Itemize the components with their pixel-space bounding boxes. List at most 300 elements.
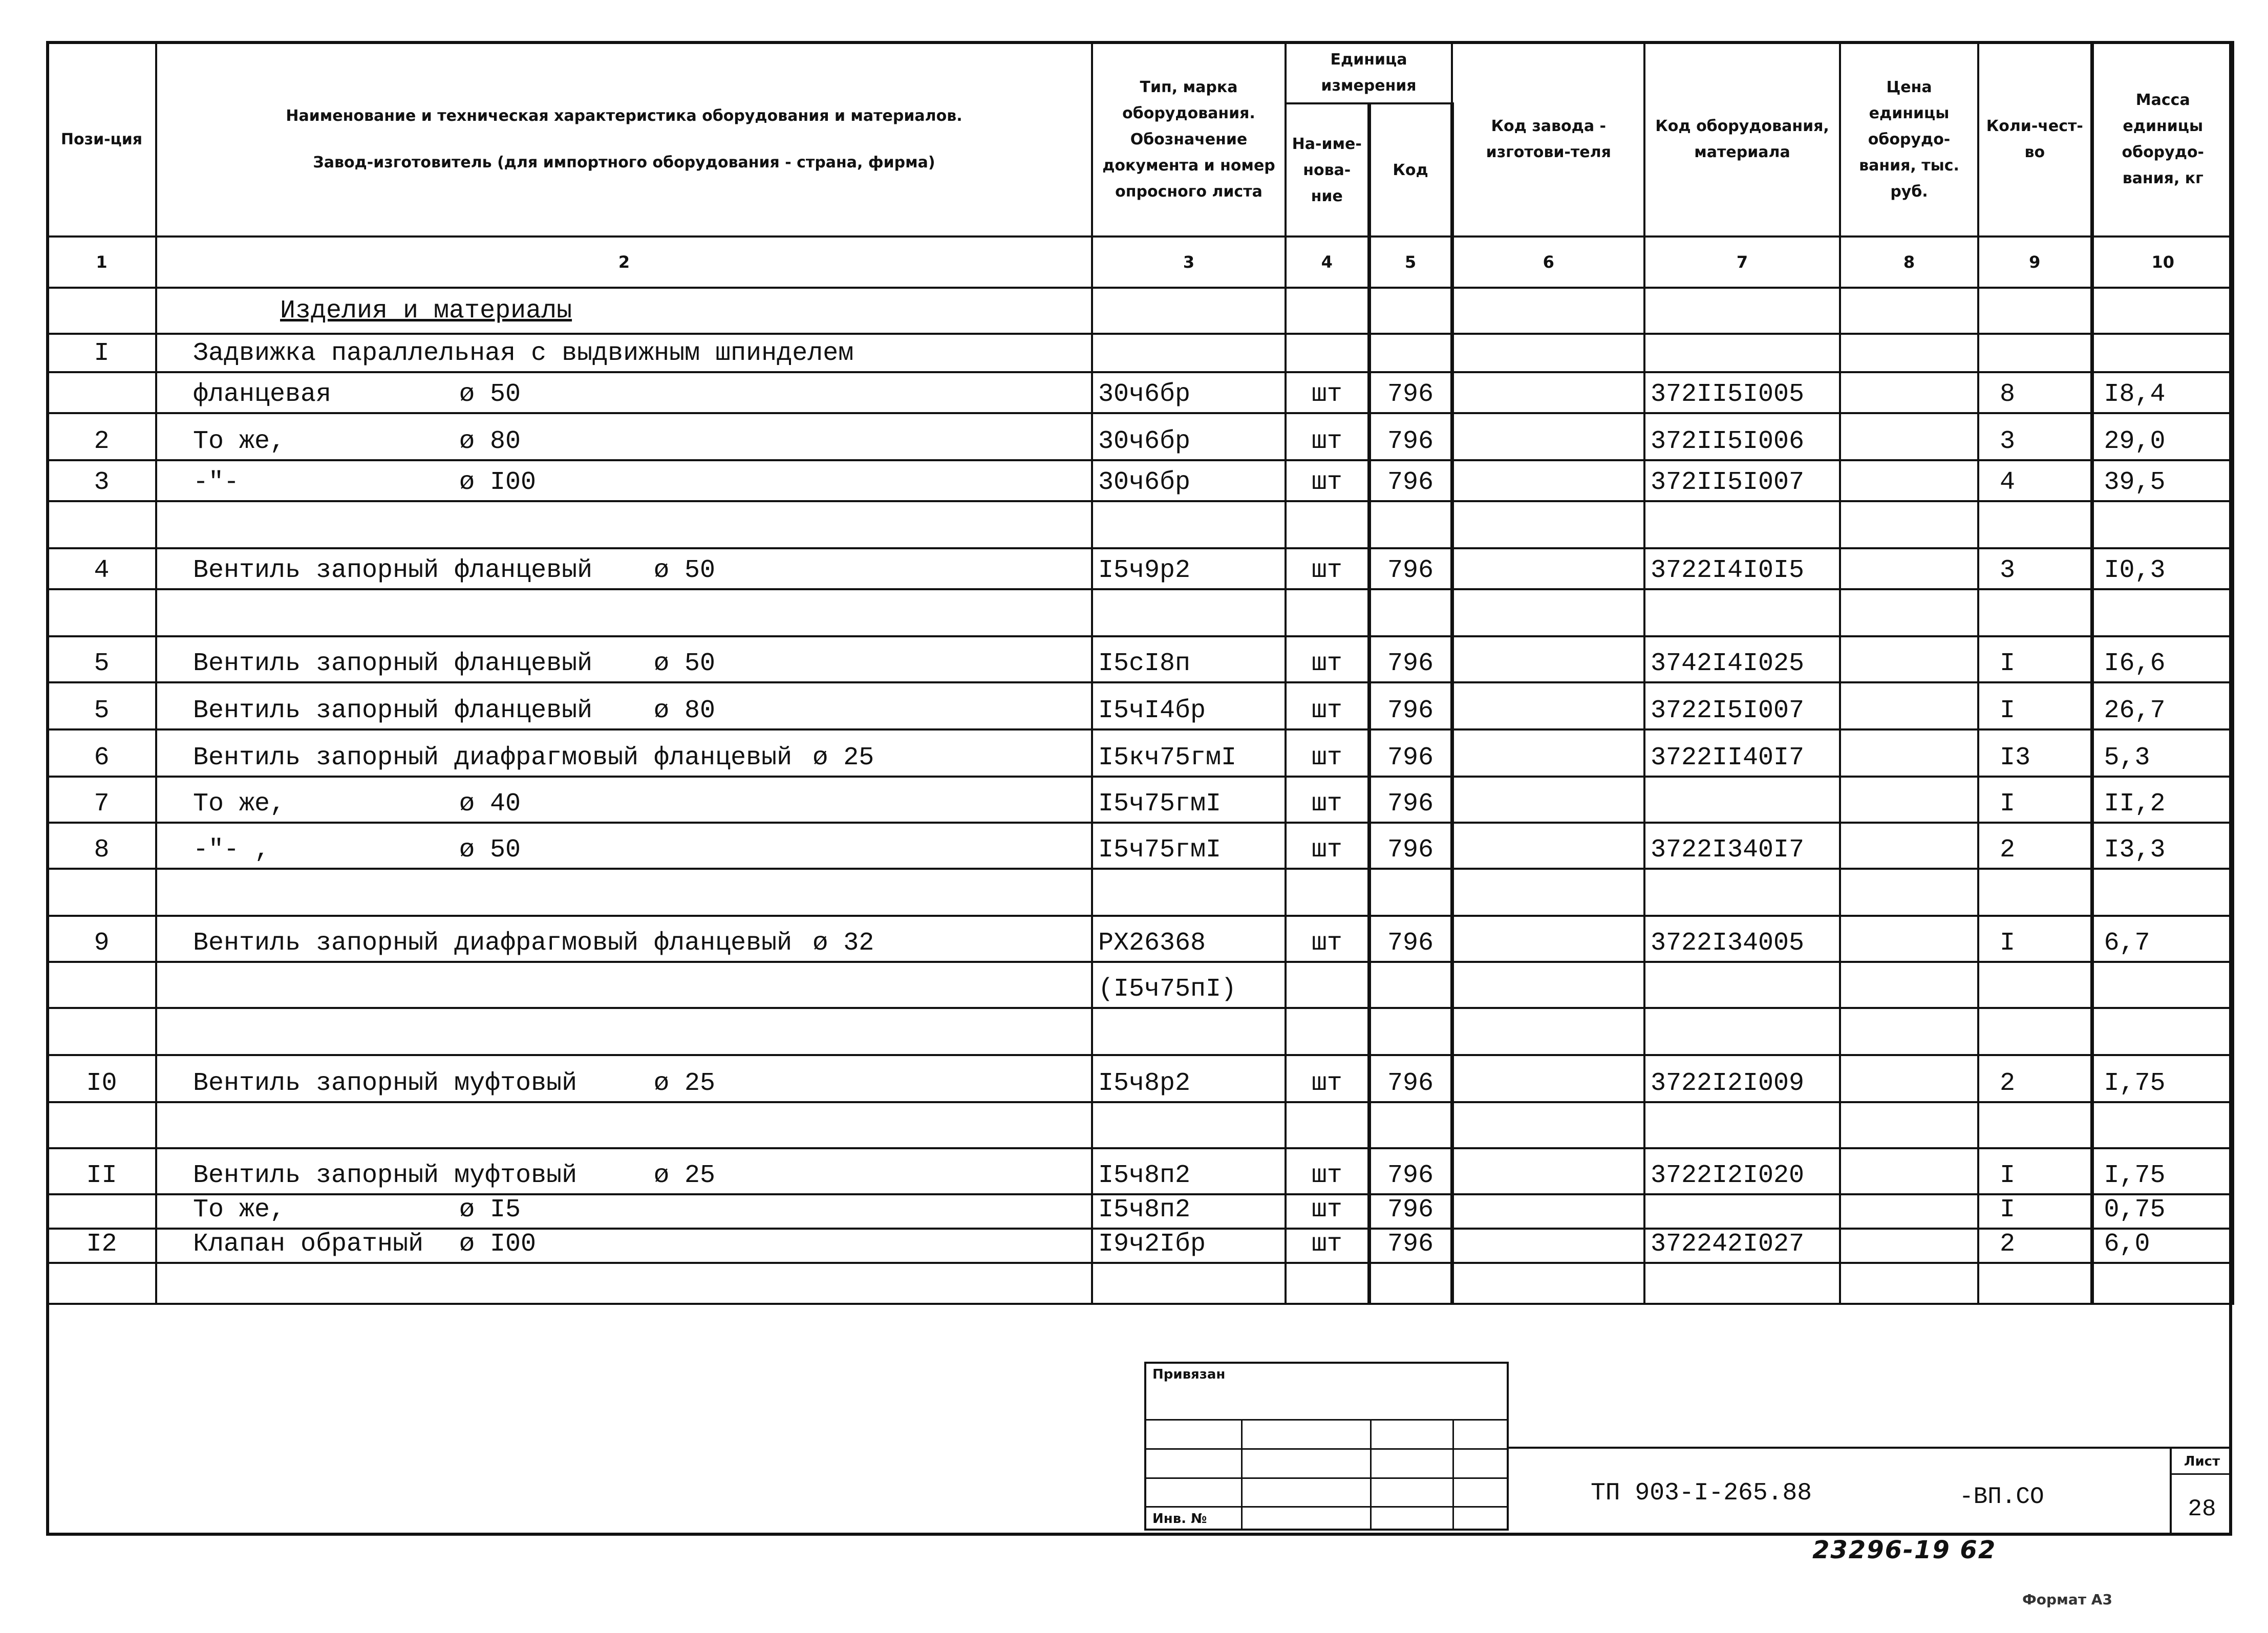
row-factory-code (1452, 1055, 1644, 1102)
row-unit (1286, 334, 1369, 372)
row-position (47, 372, 156, 413)
table-row (47, 1148, 2233, 1194)
row-name (156, 916, 1092, 962)
row-equipment-code: 3722I4I0I5 (1644, 548, 1840, 589)
column-number: 10 (2092, 237, 2233, 288)
row-name (156, 548, 1092, 589)
row-type: 30ч6бр (1092, 372, 1286, 413)
item-name: То же, (193, 789, 286, 819)
document-suffix: -ВП.СО (1959, 1484, 2044, 1510)
row-price (1840, 916, 1978, 962)
specification-table (46, 41, 2234, 1305)
row-equipment-code (1644, 501, 1840, 548)
title-block (1509, 1447, 2232, 1536)
row-name (156, 682, 1092, 729)
row-mass (2092, 1008, 2233, 1055)
row-equipment-code (1644, 962, 1840, 1008)
row-price (1840, 548, 1978, 589)
header-factory-code: Код завода - изготови-теля (1452, 42, 1644, 237)
row-equipment-code: 3722II40I7 (1644, 729, 1840, 777)
row-factory-code (1452, 413, 1644, 460)
row-mass: 29,0 (2092, 413, 2233, 460)
row-quantity: 3 (1978, 548, 2092, 589)
table-row (47, 916, 2233, 962)
row-type: I5cI8п (1092, 636, 1286, 682)
item-name: -"- , (193, 835, 270, 865)
item-diameter: ø 25 (654, 1161, 716, 1190)
column-number-row (47, 237, 2233, 288)
row-position: 2 (47, 413, 156, 460)
row-quantity: I (1978, 916, 2092, 962)
header-unit-name: На-име-нова-ние (1286, 103, 1369, 237)
row-factory-code (1452, 501, 1644, 548)
table-row (47, 372, 2233, 413)
row-name (156, 636, 1092, 682)
row-type: I5ч75гмI (1092, 823, 1286, 869)
table-row (47, 501, 2233, 548)
row-name (156, 1102, 1092, 1148)
row-price (1840, 1263, 1978, 1304)
row-unit: шт (1286, 1055, 1369, 1102)
row-factory-code (1452, 548, 1644, 589)
row-factory-code (1452, 334, 1644, 372)
row-equipment-code: 3722I2I020 (1644, 1148, 1840, 1194)
row-mass: 5,3 (2092, 729, 2233, 777)
row-factory-code (1452, 916, 1644, 962)
row-name (156, 413, 1092, 460)
row-type (1092, 334, 1286, 372)
row-unit-code: 796 (1369, 413, 1452, 460)
row-type (1092, 501, 1286, 548)
row-unit: шт (1286, 729, 1369, 777)
row-price (1840, 589, 1978, 636)
row-unit-code: 796 (1369, 729, 1452, 777)
row-quantity: I (1978, 636, 2092, 682)
section-empty (1286, 288, 1369, 334)
header-equipment-code: Код оборудования, материала (1644, 42, 1840, 237)
row-name (156, 729, 1092, 777)
row-type (1092, 1102, 1286, 1148)
table-row (47, 1229, 2233, 1263)
row-position: 8 (47, 823, 156, 869)
row-unit (1286, 1263, 1369, 1304)
row-quantity: 2 (1978, 1229, 2092, 1263)
section-title: Изделия и материалы (280, 296, 572, 326)
row-factory-code (1452, 729, 1644, 777)
sheet-label: Лист (2172, 1454, 2232, 1475)
row-price (1840, 869, 1978, 916)
row-equipment-code: 3722I2I009 (1644, 1055, 1840, 1102)
row-quantity (1978, 334, 2092, 372)
row-equipment-code (1644, 589, 1840, 636)
row-unit: шт (1286, 413, 1369, 460)
section-empty (1092, 288, 1286, 334)
row-price (1840, 1194, 1978, 1229)
row-name (156, 372, 1092, 413)
table-row (47, 962, 2233, 1008)
row-type: I5ч8п2 (1092, 1148, 1286, 1194)
row-quantity (1978, 1008, 2092, 1055)
row-unit: шт (1286, 636, 1369, 682)
row-unit: шт (1286, 372, 1369, 413)
table-row (47, 460, 2233, 501)
row-equipment-code (1644, 1008, 1840, 1055)
item-diameter: ø 80 (654, 696, 716, 725)
item-name: Вентиль запорный диафрагмовый фланцевый (193, 929, 793, 958)
row-mass (2092, 589, 2233, 636)
row-unit-code (1369, 501, 1452, 548)
row-factory-code (1452, 777, 1644, 823)
row-equipment-code: 372II5I006 (1644, 413, 1840, 460)
table-row (47, 729, 2233, 777)
row-name (156, 1194, 1092, 1229)
row-position: I0 (47, 1055, 156, 1102)
sheet-number: 28 (2188, 1496, 2216, 1522)
item-diameter: ø 50 (654, 556, 716, 585)
row-name (156, 1229, 1092, 1263)
row-type (1092, 1263, 1286, 1304)
header-position: Пози-ция (47, 42, 156, 237)
row-factory-code (1452, 1102, 1644, 1148)
row-name (156, 334, 1092, 372)
row-type: I5кч75гмI (1092, 729, 1286, 777)
row-price (1840, 413, 1978, 460)
row-name (156, 589, 1092, 636)
item-diameter: ø 50 (654, 649, 716, 678)
table-row (47, 682, 2233, 729)
row-quantity: I (1978, 1194, 2092, 1229)
row-unit-code: 796 (1369, 460, 1452, 501)
stamp-line (1241, 1419, 1243, 1529)
row-quantity (1978, 962, 2092, 1008)
row-equipment-code (1644, 1102, 1840, 1148)
row-name (156, 1008, 1092, 1055)
row-mass (2092, 962, 2233, 1008)
row-type (1092, 589, 1286, 636)
row-unit-code: 796 (1369, 1194, 1452, 1229)
item-diameter: ø I00 (459, 468, 537, 497)
row-equipment-code: 372242I027 (1644, 1229, 1840, 1263)
row-quantity: 2 (1978, 1055, 2092, 1102)
row-type: I5чI4бр (1092, 682, 1286, 729)
row-type: PX26368 (1092, 916, 1286, 962)
row-mass: I,75 (2092, 1055, 2233, 1102)
row-unit-code: 796 (1369, 682, 1452, 729)
row-unit-code: 796 (1369, 1229, 1452, 1263)
row-name (156, 1148, 1092, 1194)
header-price: Цена единицы оборудо-вания, тыс. руб. (1840, 42, 1978, 237)
row-mass: 39,5 (2092, 460, 2233, 501)
row-name (156, 460, 1092, 501)
row-quantity: I (1978, 1148, 2092, 1194)
item-diameter: ø 25 (654, 1069, 716, 1098)
column-number: 9 (1978, 237, 2092, 288)
row-price (1840, 1229, 1978, 1263)
row-quantity (1978, 1263, 2092, 1304)
row-mass: I8,4 (2092, 372, 2233, 413)
row-mass (2092, 1102, 2233, 1148)
row-unit-code (1369, 589, 1452, 636)
table-row (47, 1194, 2233, 1229)
row-type: 30ч6бр (1092, 460, 1286, 501)
row-price (1840, 1055, 1978, 1102)
row-unit (1286, 1008, 1369, 1055)
row-unit: шт (1286, 823, 1369, 869)
row-position (47, 869, 156, 916)
table-row (47, 636, 2233, 682)
row-unit: шт (1286, 1148, 1369, 1194)
row-mass: 0,75 (2092, 1194, 2233, 1229)
row-mass (2092, 1263, 2233, 1304)
row-unit-code: 796 (1369, 636, 1452, 682)
sheet-box (2170, 1449, 2232, 1536)
row-unit-code (1369, 1263, 1452, 1304)
table-row (47, 1263, 2233, 1304)
row-unit (1286, 1102, 1369, 1148)
row-factory-code (1452, 1263, 1644, 1304)
column-number: 8 (1840, 237, 1978, 288)
header-name (156, 42, 1092, 237)
item-name: Вентиль запорный диафрагмовый фланцевый (193, 743, 793, 772)
section-empty (1644, 288, 1840, 334)
row-factory-code (1452, 1008, 1644, 1055)
row-factory-code (1452, 460, 1644, 501)
row-mass: 26,7 (2092, 682, 2233, 729)
row-price (1840, 682, 1978, 729)
row-quantity (1978, 869, 2092, 916)
header-mass: Масса единицы оборудо-вания, кг (2092, 42, 2233, 237)
row-name (156, 1263, 1092, 1304)
row-unit-code (1369, 869, 1452, 916)
row-factory-code (1452, 1148, 1644, 1194)
item-diameter: ø I00 (459, 1230, 537, 1259)
item-diameter: ø 40 (459, 789, 521, 819)
item-name: -"- (193, 468, 240, 497)
row-equipment-code: 372II5I005 (1644, 372, 1840, 413)
section-empty (1978, 288, 2092, 334)
format-note: Формат А3 (2022, 1591, 2112, 1608)
item-name: Вентиль запорный муфтовый (193, 1161, 577, 1190)
header-unit-code: Код (1369, 103, 1452, 237)
row-type: 30ч6бр (1092, 413, 1286, 460)
table-row (47, 1008, 2233, 1055)
row-type (1092, 1008, 1286, 1055)
row-factory-code (1452, 636, 1644, 682)
row-price (1840, 334, 1978, 372)
row-name (156, 777, 1092, 823)
row-factory-code (1452, 589, 1644, 636)
header-type: Тип, марка оборудования. Обозначение документа и номер опросного листа (1092, 42, 1286, 237)
row-unit (1286, 869, 1369, 916)
table-row (47, 589, 2233, 636)
row-position: 9 (47, 916, 156, 962)
row-unit-code: 796 (1369, 823, 1452, 869)
row-equipment-code: 3722I5I007 (1644, 682, 1840, 729)
row-unit-code: 796 (1369, 1148, 1452, 1194)
row-equipment-code (1644, 869, 1840, 916)
row-type: I5ч8р2 (1092, 1055, 1286, 1102)
linked-label: Привязан (1152, 1367, 1226, 1382)
item-name: Вентиль запорный фланцевый (193, 556, 593, 585)
row-position (47, 1194, 156, 1229)
section-empty (1452, 288, 1644, 334)
row-equipment-code: 3722I34005 (1644, 916, 1840, 962)
inventory-label: Инв. № (1152, 1511, 1207, 1527)
document-code: ТП 903-I-265.88 (1591, 1479, 1812, 1507)
column-number: 7 (1644, 237, 1840, 288)
row-position: 5 (47, 636, 156, 682)
row-mass: I,75 (2092, 1148, 2233, 1194)
inventory-number: 23296-19 62 (1812, 1536, 1997, 1564)
item-diameter: ø I5 (459, 1195, 521, 1224)
row-position (47, 962, 156, 1008)
column-number: 6 (1452, 237, 1644, 288)
row-unit: шт (1286, 460, 1369, 501)
row-quantity (1978, 1102, 2092, 1148)
row-quantity: 8 (1978, 372, 2092, 413)
row-mass (2092, 501, 2233, 548)
row-equipment-code (1644, 334, 1840, 372)
item-name: Вентиль запорный муфтовый (193, 1069, 577, 1098)
row-quantity: 4 (1978, 460, 2092, 501)
row-mass: I0,3 (2092, 548, 2233, 589)
row-price (1840, 777, 1978, 823)
row-equipment-code: 3722I340I7 (1644, 823, 1840, 869)
row-unit: шт (1286, 548, 1369, 589)
row-price (1840, 501, 1978, 548)
table-row (47, 823, 2233, 869)
row-unit-code (1369, 962, 1452, 1008)
row-position: I (47, 334, 156, 372)
item-name: Вентиль запорный фланцевый (193, 696, 593, 725)
row-equipment-code (1644, 1194, 1840, 1229)
row-unit (1286, 962, 1369, 1008)
row-price (1840, 729, 1978, 777)
row-mass: II,2 (2092, 777, 2233, 823)
item-name: То же, (193, 427, 286, 456)
column-number: 3 (1092, 237, 1286, 288)
row-position (47, 1263, 156, 1304)
column-number: 1 (47, 237, 156, 288)
stamp-line (1452, 1419, 1454, 1529)
section-empty (1369, 288, 1452, 334)
row-unit-code: 796 (1369, 777, 1452, 823)
table-row (47, 334, 2233, 372)
row-type (1092, 869, 1286, 916)
row-unit: шт (1286, 916, 1369, 962)
row-type: I9ч2Iбр (1092, 1229, 1286, 1263)
section-empty (1840, 288, 1978, 334)
row-name (156, 501, 1092, 548)
row-name (156, 1055, 1092, 1102)
approval-stamp (1144, 1362, 1509, 1531)
table-row (47, 548, 2233, 589)
table-row (47, 413, 2233, 460)
table-row (47, 1102, 2233, 1148)
row-position (47, 501, 156, 548)
row-position: 7 (47, 777, 156, 823)
row-price (1840, 823, 1978, 869)
row-price (1840, 1102, 1978, 1148)
row-mass: 6,0 (2092, 1229, 2233, 1263)
row-position (47, 589, 156, 636)
row-unit-code: 796 (1369, 1055, 1452, 1102)
row-quantity (1978, 589, 2092, 636)
row-quantity: 3 (1978, 413, 2092, 460)
row-equipment-code: 3742I4I025 (1644, 636, 1840, 682)
row-position: II (47, 1148, 156, 1194)
row-price (1840, 1008, 1978, 1055)
item-diameter: ø 50 (459, 380, 521, 409)
row-name (156, 823, 1092, 869)
header-quantity: Коли-чест-во (1978, 42, 2092, 237)
row-factory-code (1452, 682, 1644, 729)
row-name (156, 962, 1092, 1008)
row-mass (2092, 869, 2233, 916)
row-mass: I6,6 (2092, 636, 2233, 682)
row-mass: 6,7 (2092, 916, 2233, 962)
item-diameter: ø 25 (812, 743, 874, 772)
row-unit (1286, 589, 1369, 636)
row-position: 6 (47, 729, 156, 777)
row-type: I5ч75гмI (1092, 777, 1286, 823)
row-quantity: I3 (1978, 729, 2092, 777)
item-name: То же, (193, 1195, 286, 1224)
row-equipment-code (1644, 777, 1840, 823)
row-position (47, 1102, 156, 1148)
row-position: 4 (47, 548, 156, 589)
row-unit-code (1369, 1102, 1452, 1148)
row-position: 5 (47, 682, 156, 729)
row-factory-code (1452, 869, 1644, 916)
row-unit: шт (1286, 1229, 1369, 1263)
row-unit-code: 796 (1369, 372, 1452, 413)
row-price (1840, 962, 1978, 1008)
row-price (1840, 1148, 1978, 1194)
header-name-line2: Завод-изготовитель (для импортного оборудования - страна, фирма) (313, 154, 935, 171)
row-unit: шт (1286, 682, 1369, 729)
item-name: Вентиль запорный фланцевый (193, 649, 593, 678)
row-unit: шт (1286, 1194, 1369, 1229)
row-type: I5ч9р2 (1092, 548, 1286, 589)
row-position: 3 (47, 460, 156, 501)
row-position: I2 (47, 1229, 156, 1263)
row-equipment-code (1644, 1263, 1840, 1304)
row-unit-code (1369, 1008, 1452, 1055)
row-factory-code (1452, 1229, 1644, 1263)
item-name: Клапан обратный (193, 1230, 424, 1259)
row-unit-code (1369, 334, 1452, 372)
row-factory-code (1452, 823, 1644, 869)
row-position (47, 1008, 156, 1055)
column-number: 4 (1286, 237, 1369, 288)
row-type: (I5ч75пI) (1092, 962, 1286, 1008)
section-row (47, 288, 2233, 334)
row-equipment-code: 372II5I007 (1644, 460, 1840, 501)
row-factory-code (1452, 1194, 1644, 1229)
section-title-cell (156, 288, 1092, 334)
item-diameter: ø 50 (459, 835, 521, 865)
table-row (47, 869, 2233, 916)
column-number: 2 (156, 237, 1092, 288)
column-number: 5 (1369, 237, 1452, 288)
row-unit (1286, 501, 1369, 548)
item-name: фланцевая (193, 380, 332, 409)
row-quantity: I (1978, 682, 2092, 729)
section-empty (2092, 288, 2233, 334)
row-mass: I3,3 (2092, 823, 2233, 869)
row-quantity: 2 (1978, 823, 2092, 869)
